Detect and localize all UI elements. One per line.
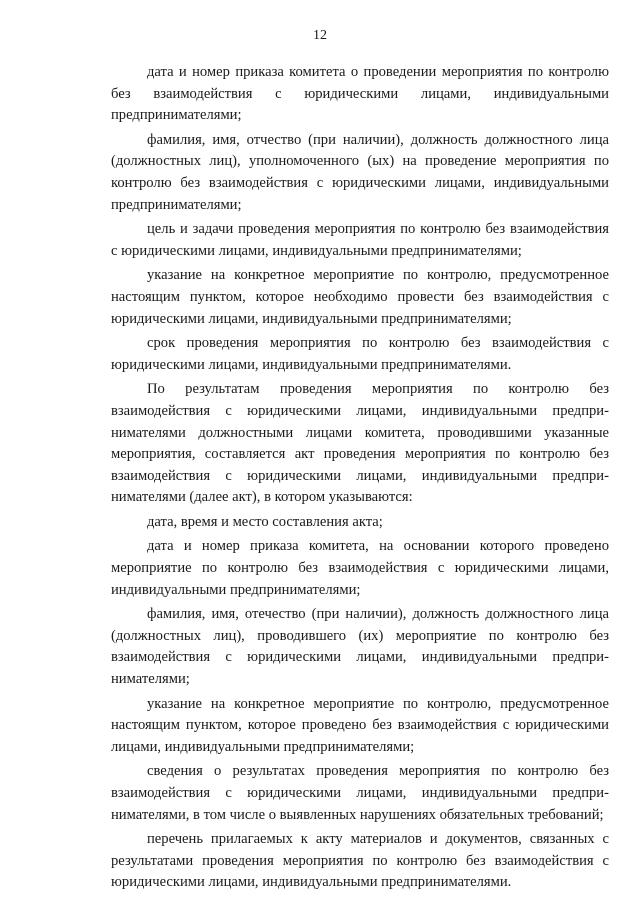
paragraph: дата, время и место составления акта; [147, 513, 383, 530]
page-number: 12 [313, 28, 327, 43]
paragraph: срок проведения мероприятия по контролю без взаимодействия с юридическими лицами, индивидуальными предпринимателями. [111, 335, 609, 373]
paragraph: цель и задачи проведения мероприятия по контролю без взаимодействия с юридическими лицами, индивидуальными предпринимателями; [111, 221, 609, 259]
document-body [111, 62, 609, 897]
paragraph: указание на конкретное мероприятие по контролю, предусмотренное настоящим пунктом, которое проведено без взаимодействия с юридическими лицами, индивидуальными предпринимателями; [111, 695, 609, 755]
paragraph: сведения о результатах проведения мероприятия по контролю без взаимодействия с юридическими лицами, индивидуальными предпринимателями, в том числе о выявленных нарушениях обязательных требований; [111, 763, 609, 823]
paragraph: По результатам проведения мероприятия по контролю без взаимодействия с юридическими лицами, индивидуальными предпринимателями должностными лицами комитета, проводившими указанные мероприятия, составляется акт проведения мероприятия по контролю без взаимодействия с юридическими лицами, индивидуальными предпринимателями (далее акт), в котором указываются: [111, 381, 609, 506]
paragraph: фамилия, имя, отечество (при наличии), должность должностного лица (должностных лиц), проводившего (их) мероприятие по контролю без взаимодействия с юридическими лицами, индивидуальными предпринимателями; [111, 606, 609, 688]
paragraph: указание на конкретное мероприятие по контролю, предусмотренное настоящим пунктом, которое необходимо провести без взаимодействия с юридическими лицами, индивидуальными предпринимателями; [111, 267, 609, 327]
paragraph: фамилия, имя, отчество (при наличии), должность должностного лица (должностных лиц), уполномоченного (ых) на проведение мероприятия по контролю без взаимодействия с юридическими лицами, индивидуальными предпринимателями; [111, 131, 609, 213]
paragraph: дата и номер приказа комитета о проведении мероприятия по контролю без взаимодействия с юридическими лицами, индивидуальными предпринимателями; [111, 64, 609, 124]
paragraph: дата и номер приказа комитета, на основании которого проведено мероприятие по контролю без взаимодействия с юридическими лицами, индивидуальными предпринимателями; [111, 538, 609, 598]
paragraph: перечень прилагаемых к акту материалов и документов, связанных с результатами проведения мероприятия по контролю без взаимодействия с юридическими лицами, индивидуальными предпринимателями. [111, 831, 609, 891]
